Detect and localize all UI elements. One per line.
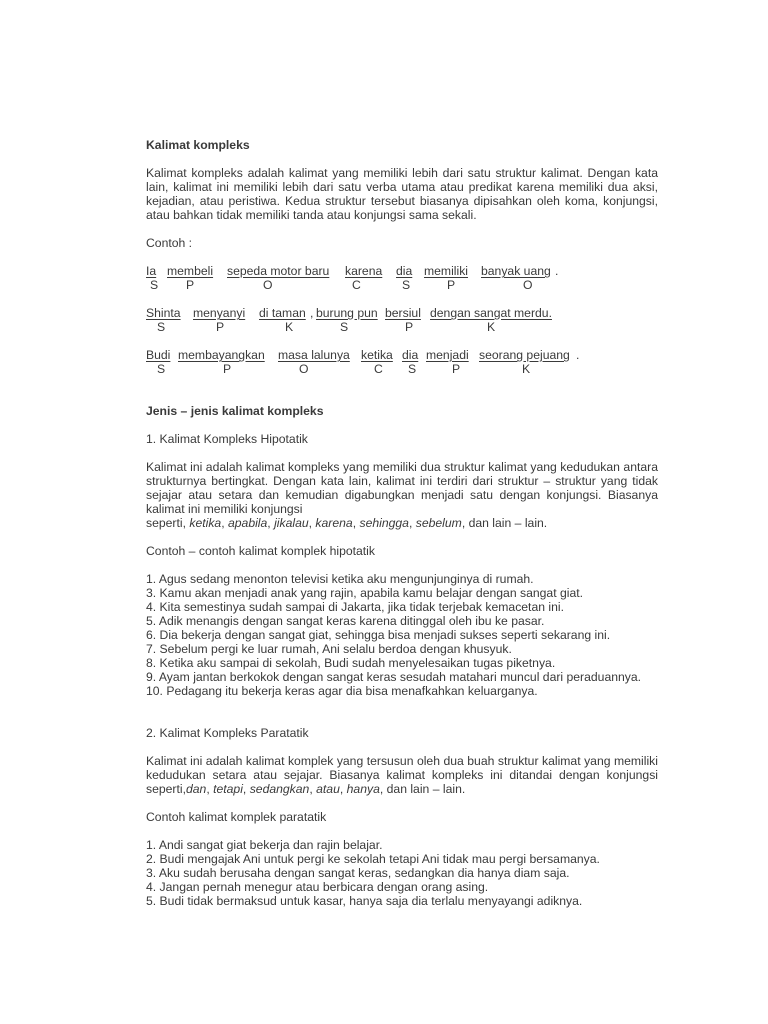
example-word: sepeda motor baru [227,264,330,278]
conj-word: sedangkan [249,782,310,796]
grammar-label: K [487,320,496,334]
conj-suffix: , dan lain – lain. [461,516,548,530]
example-word: banyak uang [481,264,551,278]
grammar-label: S [408,362,417,376]
hipotatik-conjunctions-line: seperti, ketika, apabila, jikalau, karena, sehingga, sebelum, dan lain – lain. [146,516,548,530]
example-word: bersiul [385,306,421,320]
list-item: 5. Adik menangis dengan sangat keras karena ditinggal oleh ibu ke pasar. [146,614,545,628]
list-item: 1. Andi sangat giat bekerja dan rajin belajar. [146,838,383,852]
example-word: memiliki [424,264,469,278]
list-item: 4. Jangan pernah menegur atau berbicara dengan orang asing. [146,880,489,894]
conj-word: tetapi [213,782,243,796]
paratatik-description: Kalimat ini adalah kalimat komplek yang tersusun oleh dua buah struktur kalimat yang memiliki kedudukan setara atau sejajar. Biasanya kalimat kompleks ini ditandai dengan konjungsi seperti,dan, tetapi, sedangkan, atau, hanya, dan lain – lain. [146,754,658,796]
conj-word: sebelum [415,516,462,530]
grammar-label: O [523,278,533,292]
example-word: dia [396,264,413,278]
example-word: Ia [146,264,157,278]
grammar-label: O [299,362,309,376]
grammar-label: S [402,278,411,292]
example-word: membeli [167,264,214,278]
hipotatik-list [146,572,658,698]
list-item: 2. Budi mengajak Ani untuk pergi ke sekolah tetapi Ani tidak mau pergi bersamanya. [146,852,600,866]
example-word: seorang pejuang [479,348,570,362]
list-item: 8. Ketika aku sampai di sekolah, Budi sudah menyelesaikan tugas piketnya. [146,656,556,670]
paratatik-heading: 2. Kalimat Kompleks Paratatik [146,726,309,740]
grammar-label: P [447,278,456,292]
grammar-label: K [285,320,294,334]
grammar-label: P [223,362,232,376]
hipotatik-heading: 1. Kalimat Kompleks Hipotatik [146,432,308,446]
list-item: 3. Aku sudah berusaha dengan sangat keras, sedangkan dia hanya diam saja. [146,866,570,880]
grammar-label: P [452,362,461,376]
conj-word: hanya [346,782,380,796]
example-word: di taman [259,306,306,320]
list-item: 5. Budi tidak bermaksud untuk kasar, hanya saja dia terlalu menyayangi adiknya. [146,894,583,908]
hipotatik-description: Kalimat ini adalah kalimat kompleks yang memiliki dua struktur kalimat yang kedudukan antara strukturnya bertingkat. Dengan kata lain, kalimat ini terdiri dari struktur – struktur yang tidak sejajar atau setara dan kemudian digabungkan menjadi satu dengan konjungsi. Biasanya kalimat ini memiliki konjungsi [146,460,658,516]
conj-word: atau [316,782,340,796]
example-word: Shinta [146,306,181,320]
grammar-label: C [352,278,361,292]
grammar-label: O [263,278,273,292]
example-word: masa lalunya [278,348,350,362]
list-item: 9. Ayam jantan berkokok dengan sangat keras sesudah matahari muncul dari peraduannya. [146,670,642,684]
example-sentence-3 [146,348,666,362]
example-word: ketika [361,348,393,362]
grammar-label: P [216,320,225,334]
grammar-label: K [522,362,531,376]
grammar-label: S [340,320,349,334]
hipotatik-examples-heading: Contoh – contoh kalimat komplek hipotatik [146,544,375,558]
contoh-label: Contoh : [146,236,193,250]
example-word: dia [402,348,419,362]
intro-paragraph: Kalimat kompleks adalah kalimat yang memiliki lebih dari satu struktur kalimat. Dengan kata lain, kalimat ini memiliki lebih dari satu verba utama atau predikat karena memiliki dua aksi, kejadian, atau peristiwa. Kedua struktur tersebut biasanya dipisahkan oleh koma, konjungsi, atau bahkan tidak memiliki tanda atau konjungsi sama sekali. [146,166,658,222]
example-word: karena [345,264,383,278]
example-sentence-2 [146,306,666,320]
example-word: . [555,264,559,278]
grammar-label: S [150,278,159,292]
conj-word: apabila [227,516,268,530]
list-item: 6. Dia bekerja dengan sangat giat, sehingga bisa menjadi sukses seperti sekarang ini. [146,628,611,642]
grammar-label: P [405,320,414,334]
paratatik-examples-heading: Contoh kalimat komplek paratatik [146,810,327,824]
example-word: dengan sangat merdu. [430,306,552,320]
list-item: 3. Kamu akan menjadi anak yang rajin, apabila kamu belajar dengan sangat giat. [146,586,584,600]
example-word: burung pun [316,306,378,320]
example-sentence-1 [146,264,666,278]
example-word: membayangkan [178,348,265,362]
conj-word: ketika [189,516,222,530]
conj-suffix: , dan lain – lain. [379,782,466,796]
list-item: 4. Kita semestinya sudah sampai di Jakarta, jika tidak terjebak kemacetan ini. [146,600,564,614]
jenis-heading: Jenis – jenis kalimat kompleks [146,404,324,418]
page-title: Kalimat kompleks [146,138,250,152]
example-word: menyanyi [193,306,246,320]
grammar-label: S [157,320,166,334]
grammar-label: P [186,278,195,292]
list-item: 7. Sebelum pergi ke luar rumah, Ani selalu berdoa dengan khusyuk. [146,642,512,656]
paratatik-list [146,838,658,908]
paratatik-desc-text: Kalimat ini adalah kalimat komplek yang tersusun oleh dua buah struktur kalimat yang memiliki kedudukan setara atau sejajar. Biasanya kalimat kompleks ini ditandai dengan konjungsi seperti, [146,754,658,796]
example-word: , [310,306,314,320]
list-item: 1. Agus sedang menonton televisi ketika aku mengunjunginya di rumah. [146,572,534,586]
example-word: menjadi [426,348,469,362]
conj-word: jikalau [274,516,309,530]
conj-word: sehingga [359,516,409,530]
list-item: 10. Pedagang itu bekerja keras agar dia bisa menafkahkan keluarganya. [146,684,538,698]
example-word: Budi [146,348,171,362]
example-word: . [576,348,580,362]
conj-prefix: seperti, [146,516,190,530]
example-labels-3 [146,362,666,376]
conj-word: karena [315,516,353,530]
example-labels-2 [146,320,666,334]
grammar-label: S [157,362,166,376]
conj-word: dan [185,782,207,796]
grammar-label: C [374,362,383,376]
example-labels-1 [146,278,666,292]
